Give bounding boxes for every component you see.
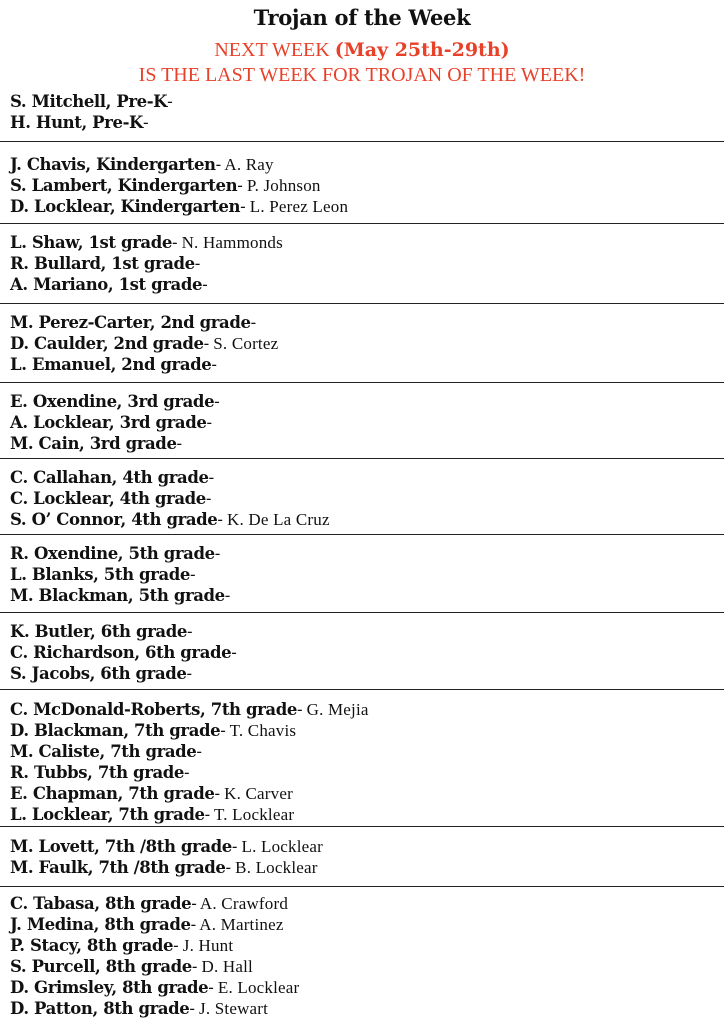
section-divider (0, 303, 724, 304)
list-item (10, 113, 148, 133)
student-name: H. Hunt, Pre-K (10, 113, 143, 132)
dash-separator: - (196, 742, 202, 761)
list-item (10, 586, 230, 606)
dash-separator: - (215, 155, 221, 174)
list-item (10, 510, 330, 530)
student-name: D. Blackman, 7th grade (10, 721, 221, 740)
student-name: M. Faulk, 7th /8th grade (10, 858, 226, 877)
student-name: M. Caliste, 7th grade (10, 742, 197, 761)
dash-separator: - (184, 763, 190, 782)
nominator-name: A. Martinez (195, 915, 284, 934)
nominator-name: G. Mejia (302, 700, 369, 719)
list-item (10, 999, 268, 1019)
student-name: S. Jacobs, 6th grade (10, 664, 187, 683)
notice-line-2: IS THE LAST WEEK FOR TROJAN OF THE WEEK! (138, 64, 586, 86)
list-item (10, 565, 195, 585)
student-name: D. Grimsley, 8th grade (10, 978, 209, 997)
dash-separator: - (142, 113, 149, 132)
list-item (10, 894, 288, 914)
list-item (10, 978, 299, 998)
dash-separator: - (250, 313, 256, 332)
student-name: M. Cain, 3rd grade (10, 434, 177, 453)
student-name: C. Tabasa, 8th grade (10, 894, 192, 913)
student-name: E. Oxendine, 3rd grade (10, 392, 215, 411)
student-name: L. Locklear, 7th grade (10, 805, 205, 824)
nominator-name: D. Hall (197, 957, 253, 976)
student-name: C. McDonald-Roberts, 7th grade (10, 700, 297, 719)
dash-separator: - (171, 233, 178, 252)
dash-separator: - (214, 784, 220, 803)
dash-separator: - (189, 999, 195, 1018)
list-item (10, 957, 253, 977)
list-item (10, 155, 274, 175)
dash-separator: - (224, 586, 230, 605)
nominator-name: K. Carver (219, 784, 293, 803)
nominator-name: J. Hunt (178, 936, 234, 955)
dash-separator: - (208, 978, 214, 997)
student-name: A. Mariano, 1st grade (10, 275, 203, 294)
dash-separator: - (205, 489, 212, 508)
dash-separator: - (202, 275, 208, 294)
dash-separator: - (173, 936, 179, 955)
list-item (10, 176, 321, 196)
list-item (10, 392, 219, 412)
student-name: E. Chapman, 7th grade (10, 784, 215, 803)
list-item (10, 92, 172, 112)
list-item (10, 858, 318, 878)
student-name: L. Blanks, 5th grade (10, 565, 191, 584)
section-divider (0, 141, 724, 142)
section-divider (0, 534, 724, 535)
section-divider (0, 458, 724, 459)
list-item (10, 763, 189, 783)
student-name: D. Locklear, Kindergarten (10, 197, 241, 216)
list-item (10, 700, 369, 720)
student-name: K. Butler, 6th grade (10, 622, 187, 641)
student-name: J. Chavis, Kindergarten (10, 155, 216, 174)
student-name: R. Bullard, 1st grade (10, 254, 195, 273)
dash-separator: - (225, 858, 231, 877)
list-item (10, 664, 192, 684)
nominator-name: T. Locklear (209, 805, 295, 824)
list-item (10, 197, 348, 217)
list-item (10, 643, 236, 663)
section-divider (0, 382, 724, 383)
list-item (10, 936, 233, 956)
section-divider (0, 223, 724, 224)
student-name: L. Shaw, 1st grade (10, 233, 172, 252)
student-name: J. Medina, 8th grade (10, 915, 191, 934)
dash-separator: - (220, 721, 226, 740)
list-item (10, 622, 192, 642)
nominator-name: N. Hammonds (177, 233, 283, 252)
student-name: C. Callahan, 4th grade (10, 468, 209, 487)
list-item (10, 313, 256, 333)
nominator-name: J. Stewart (194, 999, 269, 1018)
list-item (10, 275, 207, 295)
page-title: Trojan of the Week (253, 5, 471, 30)
section-divider (0, 886, 724, 887)
list-item (10, 742, 202, 762)
student-name: M. Blackman, 5th grade (10, 586, 225, 605)
dash-separator: - (231, 837, 238, 856)
nominator-name: A. Crawford (196, 894, 289, 913)
list-item (10, 544, 220, 564)
student-name: M. Perez-Carter, 2nd grade (10, 313, 251, 332)
dash-separator: - (190, 915, 196, 934)
student-name: R. Tubbs, 7th grade (10, 763, 185, 782)
dash-separator: - (217, 510, 223, 529)
list-item (10, 721, 296, 741)
section-divider (0, 826, 724, 827)
list-item (10, 784, 293, 804)
notice-prefix: NEXT WEEK (214, 39, 335, 61)
list-item (10, 434, 182, 454)
list-item (10, 355, 217, 375)
student-name: L. Emanuel, 2nd grade (10, 355, 212, 374)
student-name: R. Oxendine, 5th grade (10, 544, 215, 563)
nominator-name: S. Cortez (208, 334, 279, 353)
dash-separator: - (194, 254, 200, 273)
dash-separator: - (214, 544, 220, 563)
dash-separator: - (190, 565, 196, 584)
nominator-name: K. De La Cruz (222, 510, 330, 529)
dash-separator: - (204, 805, 210, 824)
student-name: S. Mitchell, Pre-K (10, 92, 168, 111)
nominator-name: P. Johnson (242, 176, 321, 195)
dash-separator: - (203, 334, 209, 353)
student-name: P. Stacy, 8th grade (10, 936, 174, 955)
student-name: S. Lambert, Kindergarten (10, 176, 238, 195)
section-divider (0, 689, 724, 690)
dash-separator: - (231, 643, 237, 662)
notice-line-1 (0, 39, 724, 62)
student-name: D. Caulder, 2nd grade (10, 334, 204, 353)
dash-separator: - (237, 176, 243, 195)
nominator-name: T. Chavis (225, 721, 297, 740)
student-name: S. Purcell, 8th grade (10, 957, 192, 976)
list-item (10, 837, 323, 857)
dash-separator: - (191, 894, 197, 913)
dash-separator: - (214, 392, 220, 411)
dash-separator: - (296, 700, 303, 719)
dash-separator: - (240, 197, 246, 216)
dash-separator: - (211, 355, 217, 374)
student-name: D. Patton, 8th grade (10, 999, 190, 1018)
student-name: M. Lovett, 7th /8th grade (10, 837, 232, 856)
list-item (10, 915, 284, 935)
dash-separator: - (176, 434, 182, 453)
student-name: S. O’ Connor, 4th grade (10, 510, 218, 529)
dash-separator: - (167, 92, 173, 111)
dash-separator: - (208, 468, 214, 487)
nominator-name: E. Locklear (213, 978, 300, 997)
notice-dates: (May 25th-29th) (334, 39, 510, 61)
nominator-name: L. Perez Leon (245, 197, 349, 216)
list-item (10, 468, 214, 488)
list-item (10, 413, 212, 433)
nominator-name: A. Ray (220, 155, 274, 174)
student-name: C. Locklear, 4th grade (10, 489, 206, 508)
list-item (10, 233, 283, 253)
section-divider (0, 612, 724, 613)
dash-separator: - (191, 957, 198, 976)
dash-separator: - (206, 413, 212, 432)
student-name: A. Locklear, 3rd grade (10, 413, 207, 432)
list-item (10, 489, 211, 509)
dash-separator: - (186, 664, 192, 683)
dash-separator: - (186, 622, 193, 641)
nominator-name: B. Locklear (230, 858, 318, 877)
nominator-name: L. Locklear (237, 837, 323, 856)
student-name: C. Richardson, 6th grade (10, 643, 232, 662)
list-item (10, 805, 294, 825)
list-item (10, 334, 278, 354)
list-item (10, 254, 200, 274)
